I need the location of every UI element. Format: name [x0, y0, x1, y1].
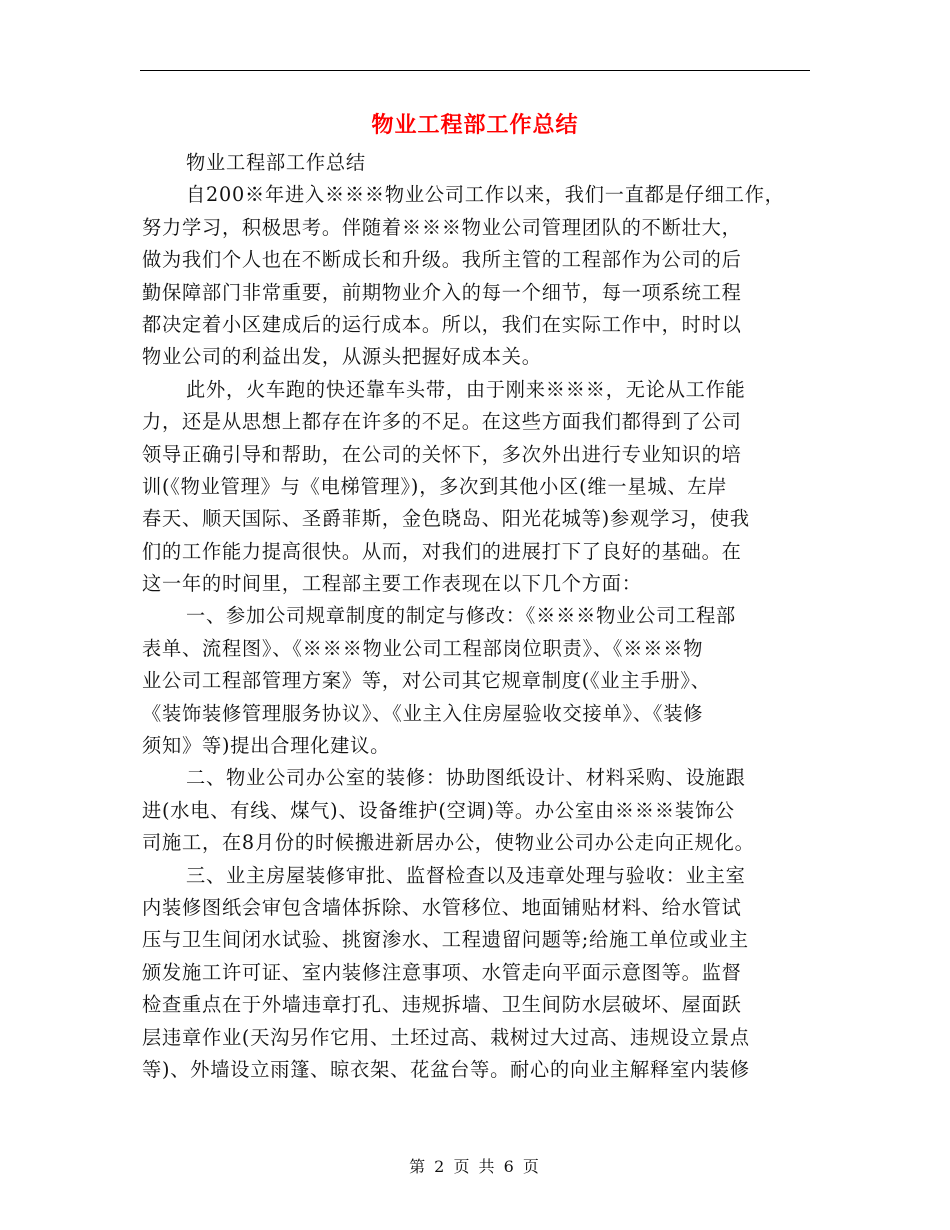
text-line: 内装修图纸会审包含墙体拆除、水管移位、地面铺贴材料、给水管试 — [142, 895, 742, 919]
text-line: 二、物业公司办公室的装修：协助图纸设计、材料采购、设施跟 — [186, 766, 746, 790]
text-line: 司施工，在8月份的时候搬进新居办公，使物业公司办公走向正规化。 — [142, 831, 755, 855]
document-body — [142, 147, 822, 1086]
text-line: 三、业主房屋装修审批、监督检查以及违章处理与验收：业主室 — [186, 863, 746, 887]
text-line: 做为我们个人也在不断成长和升级。我所主管的工程部作为公司的后 — [142, 248, 742, 272]
text-line: 这一年的时间里，工程部主要工作表现在以下几个方面： — [142, 572, 642, 596]
text-line: 业公司工程部管理方案》等，对公司其它规章制度(《业主手册》、 — [142, 669, 711, 693]
text-line: 须知》等)提出合理化建议。 — [142, 734, 391, 758]
text-line: 都决定着小区建成后的运行成本。所以，我们在实际工作中，时时以 — [142, 312, 742, 336]
page-footer: 第 2 页 共 6 页 — [409, 1157, 541, 1176]
text-line: 训(《物业管理》与《电梯管理》)，多次到其他小区(维一星城、左岸 — [142, 474, 728, 498]
text-line: 物业工程部工作总结 — [186, 151, 366, 174]
text-line: 努力学习，积极思考。伴随着※※※物业公司管理团队的不断壮大， — [142, 215, 742, 239]
text-line: 勤保障部门非常重要，前期物业介入的每一个细节，每一项系统工程 — [142, 280, 742, 304]
text-line: 春天、顺天国际、圣爵菲斯，金色晓岛、阳光花城等)参观学习，使我 — [142, 507, 750, 531]
text-line: 力，还是从思想上都存在许多的不足。在这些方面我们都得到了公司 — [142, 410, 742, 434]
text-line: 领导正确引导和帮助，在公司的关怀下，多次外出进行专业知识的培 — [142, 442, 742, 466]
document-title: 物业工程部工作总结 — [371, 113, 579, 138]
text-line: 《装饰装修管理服务协议》、《业主入住房屋验收交接单》、《装修 — [142, 701, 704, 725]
text-line: 颁发施工许可证、室内装修注意事项、水管走向平面示意图等。监督 — [142, 960, 742, 984]
text-line: 压与卫生间闭水试验、挑窗渗水、工程遗留问题等;给施工单位或业主 — [142, 928, 749, 952]
text-line: 检查重点在于外墙违章打孔、违规拆墙、卫生间防水层破坏、屋面跃 — [142, 993, 742, 1017]
header-rule — [140, 70, 810, 71]
text-line: 等)、外墙设立雨篷、晾衣架、花盆台等。耐心的向业主解释室内装修 — [142, 1057, 750, 1081]
text-line: 表单、流程图》、《※※※物业公司工程部岗位职责》、《※※※物 — [142, 636, 704, 660]
text-line: 此外，火车跑的快还靠车头带，由于刚来※※※，无论从工作能 — [186, 377, 746, 401]
text-line: 们的工作能力提高很快。从而，对我们的进展打下了良好的基础。在 — [142, 539, 742, 563]
text-line: 一、参加公司规章制度的制定与修改：《※※※物业公司工程部 — [186, 604, 737, 628]
text-line: 自200※年进入※※※物业公司工作以来，我们一直都是仔细工作， — [186, 183, 785, 207]
text-line: 进(水电、有线、煤气)、设备维护(空调)等。办公室由※※※装饰公 — [142, 798, 735, 822]
text-line: 物业公司的利益出发，从源头把握好成本关。 — [142, 345, 542, 369]
text-line: 层违章作业(天沟另作它用、土坯过高、栽树过大过高、违规设立景点 — [142, 1025, 750, 1049]
